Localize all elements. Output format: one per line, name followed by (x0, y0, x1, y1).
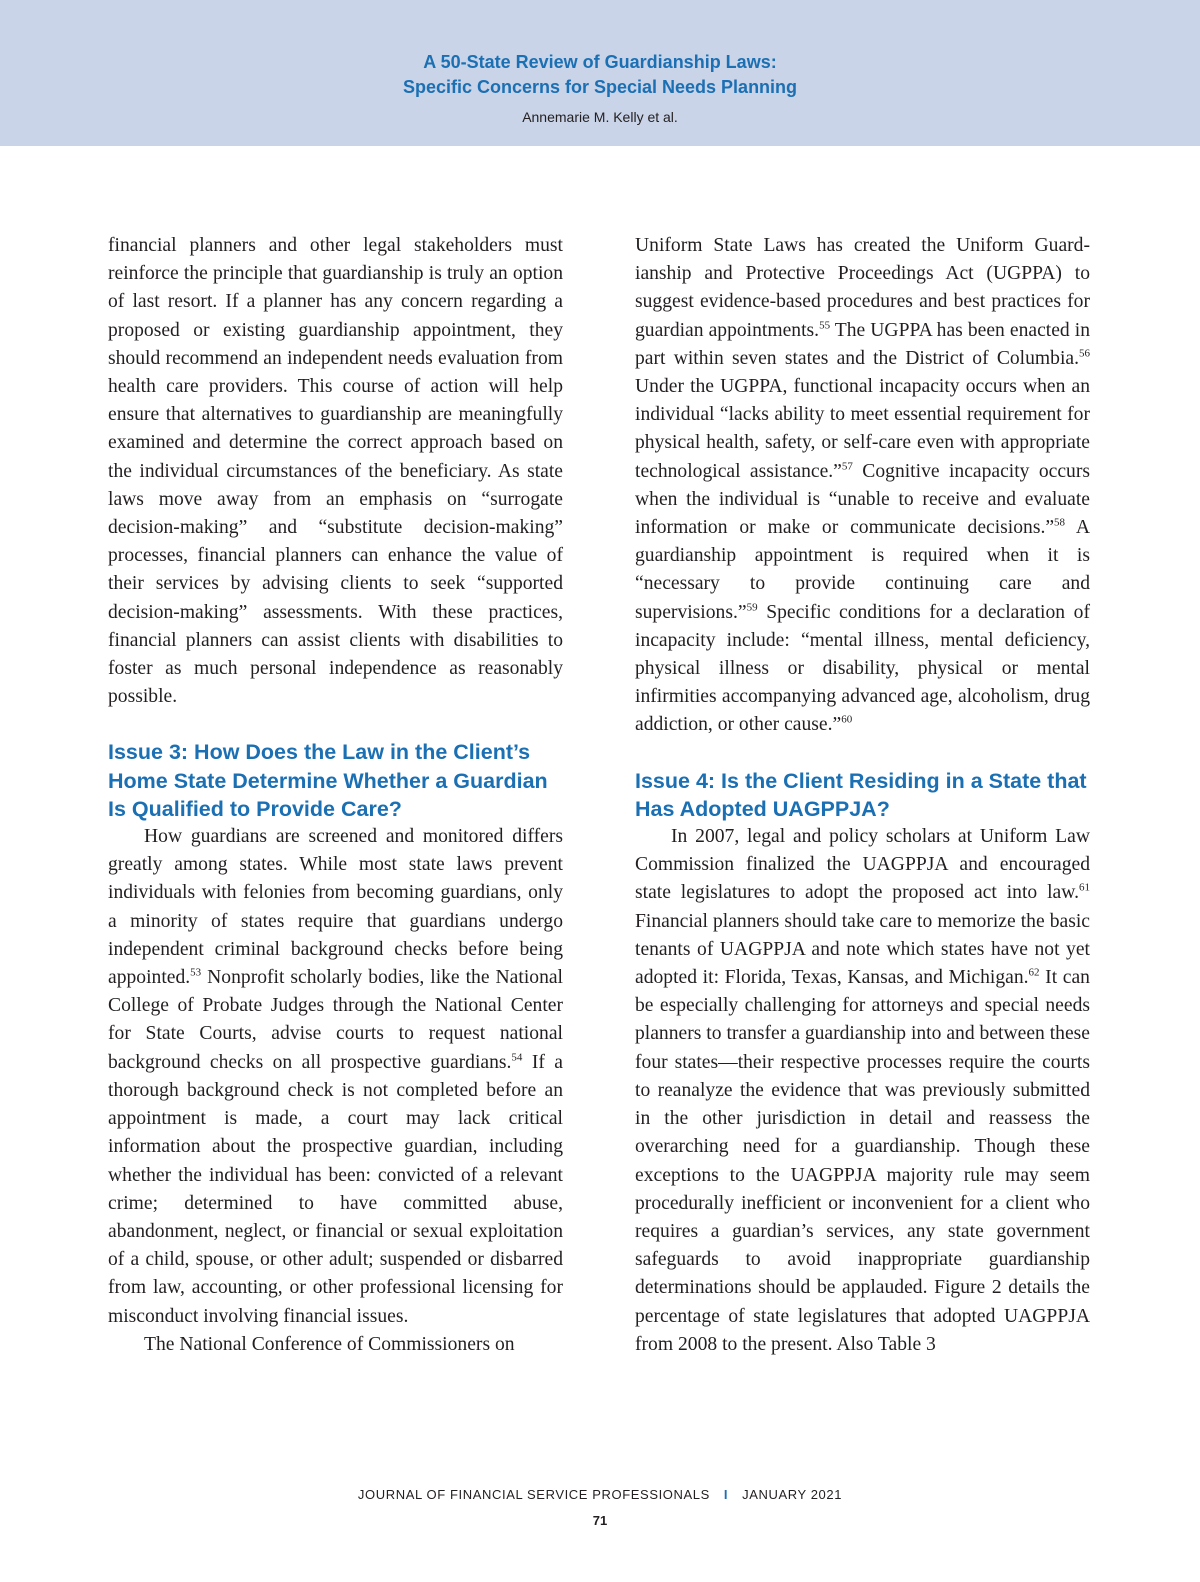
footnote-ref-61: 61 (1079, 881, 1090, 894)
footnote-ref-53: 53 (190, 966, 202, 979)
left-paragraph-2 (108, 823, 563, 1331)
left-paragraph-2-text-c: If a thorough background check is not completed before an appointment is made, a court may lack critical information about the prospective guardian, including whether the individual has been: convicted of a relevant crime; determined to have committed abuse, abandonment, neglect, or financial or sexual exploitation of a child, spouse, or other adult; suspended or disbarred from law, accounting, or other professional licensing for misconduct involving financial issues. (108, 1051, 563, 1327)
article-author: Annemarie M. Kelly et al. (522, 109, 678, 125)
issue-4-heading: Issue 4: Is the Client Residing in a State that Has Adopted UAGPPJA? (635, 768, 1087, 821)
right-paragraph-1-text-e: A guardianship appointment is required when it is “necessary to provide continuing care and supervisions.” (635, 517, 1090, 623)
left-paragraph-1: financial planners and other legal stakeholders must reinforce the principle that guardianship is truly an option of last resort. If a planner has any concern regarding a proposed or existing guardianship appointment, they should recommend an independent needs evaluation from health care providers. This course of action will help ensure that alternatives to guardianship are meaningfully examined and determine the correct approach based on the individual circumstances of the beneficiary. As state laws move away from an emphasis on “surrogate decision-making” and “substitute decision-making” processes, financial planners can enhance the value of their services by advising clients to seek “supported decision-making” assessments. With these practices, financial planners can assist clients with disabilities to foster as much personal independence as reasonably possible. (108, 235, 563, 708)
running-header (0, 0, 1200, 146)
footnote-ref-59: 59 (746, 601, 758, 614)
article-title (0, 50, 1200, 100)
right-paragraph-2-text-b: Financial planners should take care to memorize the basic tenants of UAGPPJA and note which states have not yet adopted it: Florida, Texas, Kansas, and Michigan. (635, 910, 1090, 989)
article-title-line-1: A 50-State Review of Guardianship Laws: (423, 52, 777, 72)
running-footer (0, 1487, 1200, 1502)
left-paragraph-2-text-a: How guardians are screened and monitored differs greatly among states. While most state laws prevent individuals with felonies from becoming guardians, only a minority of states require that guardians undergo independent criminal background checks before being appointed. (108, 826, 563, 989)
right-paragraph-2 (635, 823, 1090, 1359)
footnote-ref-58: 58 (1054, 516, 1066, 529)
left-paragraph-3: The National Conference of Commissioners on (144, 1333, 515, 1355)
footnote-ref-56: 56 (1079, 347, 1090, 360)
right-paragraph-2-text-c: It can be especially challenging for attorneys and special needs planners to transfer a guardianship into and between these four states—their respective processes require the courts to reanalyze the evidence that was previously submitted in the other jurisdiction in detail and reassess the overarching need for a guardianship. Though these exceptions to the UAGPPJA majority rule may seem procedurally inefficient or inconvenient for a client who requires a guardian’s services, any state government safeguards to avoid inappropriate guardianship determinations should be applauded. Figure 2 details the percentage of state legislatures that adopted UAGPPJA from 2008 to the present. Also Table 3 (635, 967, 1090, 1355)
journal-name: JOURNAL OF FINANCIAL SERVICE PROFESSIONALS (357, 1487, 710, 1502)
left-column (108, 232, 563, 1359)
right-paragraph-1-text-a: Uniform State Laws has created the Uniform Guardianship and Protective Proceedings Act (UGPPA) to suggest evidence-based procedures and best practices for guardian appointments. (635, 235, 1090, 341)
footer-separator: I (723, 1487, 729, 1502)
right-paragraph-1-text-f: Specific conditions for a declaration of incapacity include: “mental illness, mental deficiency, physical illness or disability, physical or mental infirmities accompanying advanced age, alcoholism, drug addiction, or other cause.” (635, 601, 1090, 736)
right-paragraph-1-text-b: The UGPPA has been enacted in part within seven states and the District of Columbia. (635, 319, 1090, 369)
issue-date: JANUARY 2021 (742, 1487, 843, 1502)
right-paragraph-2-text-a: In 2007, legal and policy scholars at Uniform Law Commission finalized the UAGPPJA and encouraged state legislatures to adopt the proposed act into law. (635, 826, 1090, 904)
footnote-ref-54: 54 (511, 1051, 523, 1064)
page-number: 71 (592, 1513, 608, 1528)
right-paragraph-1 (635, 232, 1090, 740)
footnote-ref-60: 60 (841, 713, 853, 726)
footnote-ref-57: 57 (841, 460, 853, 473)
issue-3-heading: Issue 3: How Does the Law in the Client’s Home State Determine Whether a Guardian Is Qualified to Provide Care? (108, 740, 548, 821)
right-paragraph-1-text-c: Under the UGPPA, functional incapacity occurs when an individual “lacks ability to meet essential requirement for physical health, safety, or self-care even with appropriate technological assistance.” (635, 376, 1090, 482)
footnote-ref-55: 55 (819, 319, 831, 332)
article-title-line-2: Specific Concerns for Special Needs Planning (402, 77, 798, 97)
footnote-ref-62: 62 (1028, 966, 1040, 979)
right-column (635, 232, 1090, 1359)
left-paragraph-2-text-b: Nonprofit scholarly bodies, like the National College of Probate Judges through the National Center for State Courts, advise courts to request national background checks on all prospective guardians. (108, 967, 563, 1073)
right-paragraph-1-text-d: Cognitive incapacity occurs when the individual is “unable to receive and evaluate information or make or communicate decisions.” (635, 460, 1090, 539)
